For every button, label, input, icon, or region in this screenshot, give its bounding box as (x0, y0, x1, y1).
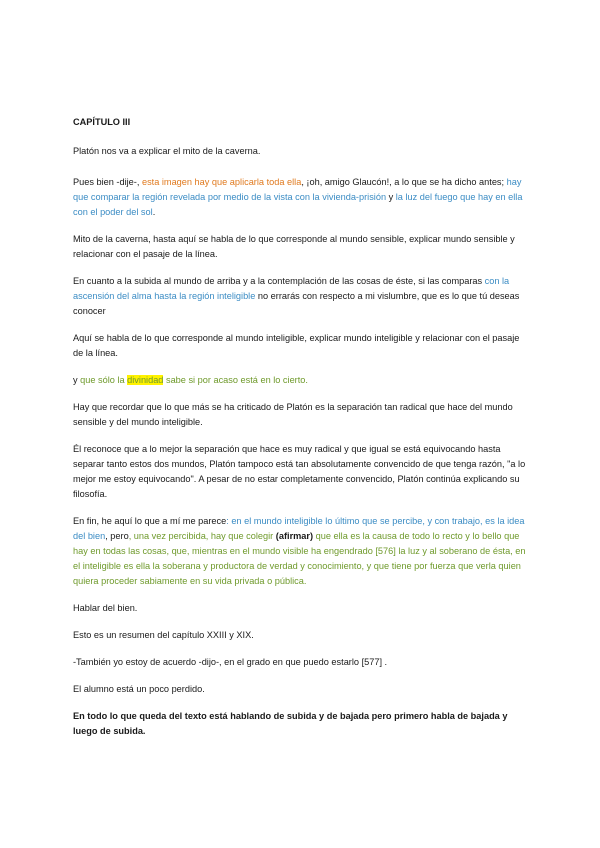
text-segment: En fin, he aquí lo que a mí me parece (73, 516, 227, 526)
text-segment: , pero (105, 531, 129, 541)
blue-highlighted-text: la luz del fuego que hay en ella con el poder del sol (73, 192, 523, 217)
paragraph-agreement: -También yo estoy de acuerdo -dijo-, en el grado en que puedo estarlo [577] . (73, 657, 388, 667)
paragraph-summary: Esto es un resumen del capítulo XXIII y XIX. (73, 630, 254, 640)
paragraph-idea-of-good (73, 514, 530, 589)
green-highlighted-text: , una vez percibida, hay que colegir (128, 531, 276, 541)
paragraph-divinity (73, 373, 530, 388)
paragraph-criticism: Hay que recordar que lo que más se ha criticado de Platón es la separación tan radical que hace del mundo sensible y del mundo inteligible. (73, 402, 513, 427)
green-highlighted-text: que ella es la causa de todo lo recto y lo bello que hay en todas las cosas, que, mientras en el mundo visible ha engendrado [576] la luz y al soberano de ésta, en el inteligible es ella la soberana y productora de verdad y conocimiento, y que tiene por fuerza que verla quien quiera proceder sabiamente en su vida privada o pública. (73, 531, 526, 586)
paragraph-quote-glaucon (73, 175, 530, 220)
paragraph-intelligible-world: Aquí se habla de lo que corresponde al mundo inteligible, explicar mundo inteligible y relacionar con el pasaje de la línea. (73, 333, 520, 358)
paragraph-sensible-world: Mito de la caverna, hasta aquí se habla de lo que corresponde al mundo sensible, explicar mundo sensible y relacionar con el pasaje de la línea. (73, 234, 515, 259)
paragraph-intro: Platón nos va a explicar el mito de la caverna. (73, 146, 261, 156)
text-segment: y (386, 192, 396, 202)
green-highlighted-text: que sólo la (80, 375, 128, 385)
text-segment: En cuanto a la subida al mundo de arriba y a la contemplación de las cosas de éste, si las comparas (73, 276, 485, 286)
orange-highlighted-text: esta imagen hay que aplicarla toda ella (141, 177, 302, 187)
bold-text: (afirmar) (275, 531, 314, 541)
yellow-highlighted-word: divinidad (127, 375, 164, 385)
chapter-heading: CAPÍTULO III (73, 117, 131, 127)
text-segment: y (73, 375, 81, 385)
blue-highlighted-text: : en el mundo inteligible lo último que se percibe, y con trabajo, es la idea del bien (73, 516, 525, 541)
paragraph-ascent (73, 274, 530, 319)
green-highlighted-text: sabe si por acaso está en lo cierto. (163, 375, 308, 385)
paragraph-student: El alumno está un poco perdido. (73, 684, 205, 694)
text-segment: . (152, 207, 156, 217)
text-segment: no errarás con respecto a mi vislumbre, que es lo que tú deseas conocer (73, 291, 520, 316)
paragraph-talk-good: Hablar del bien. (73, 603, 138, 613)
blue-highlighted-text: con la ascensión del alma hasta la región inteligible (73, 276, 510, 301)
paragraph-conclusion: En todo lo que queda del texto está hablando de subida y de bajada pero primero habla de bajada y luego de subida. (73, 711, 508, 736)
text-segment: , ¡oh, amigo Glaucón!, a lo que se ha dicho antes; (301, 177, 507, 187)
text-segment: Pues bien -dije-, (73, 177, 142, 187)
blue-highlighted-text: hay que comparar la región revelada por medio de la vista con la vivienda-prisión (73, 177, 522, 202)
paragraph-doubt: Él reconoce que a lo mejor la separación que hace es muy radical y que igual se está equivocando hasta separar tanto estos dos mundos, Platón tampoco está tan absolutamente convencido de que tenga razón, "a lo mejor me estoy equivocando". A pesar de no estar completamente convencido, Platón continúa explicando su filosofía. (73, 444, 526, 499)
